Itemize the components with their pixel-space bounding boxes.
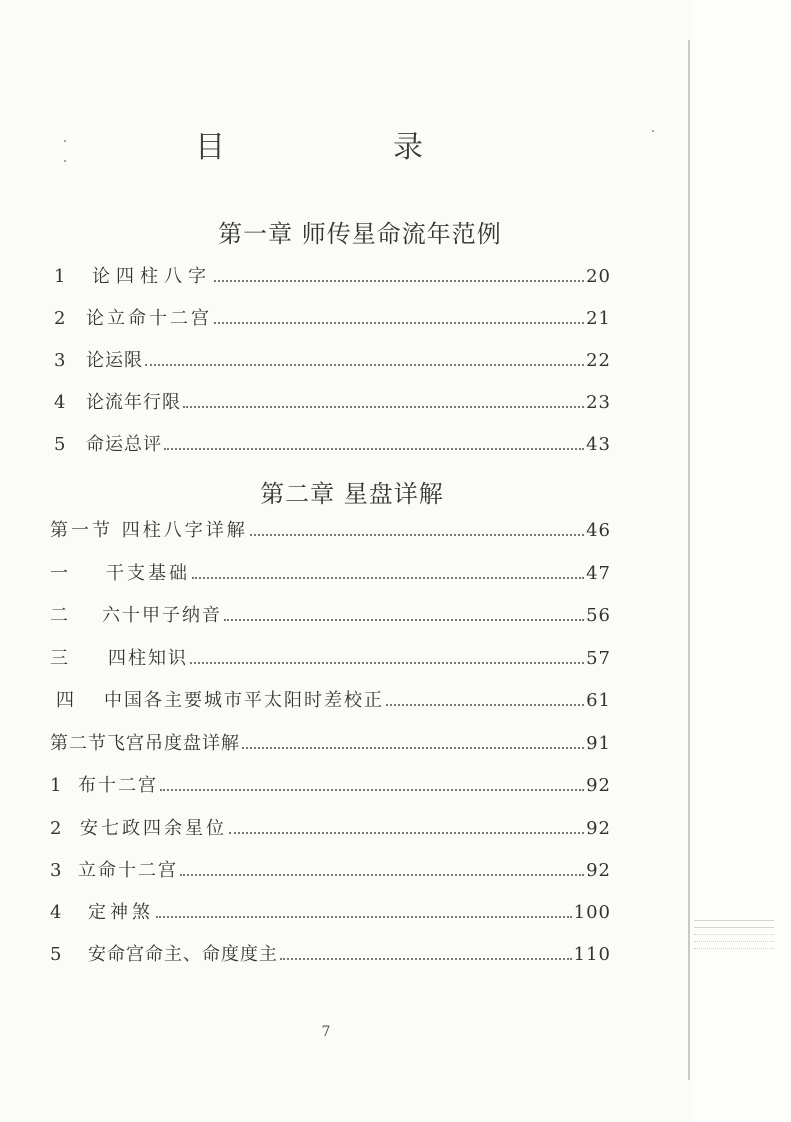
entry-label: 安命宫命主、命度度主: [88, 944, 278, 965]
entry-page: 20: [586, 266, 611, 287]
entry-number: 5: [50, 944, 62, 965]
entry-number: 2: [54, 308, 66, 329]
entry-number: 四: [56, 690, 74, 711]
dot-leader: [190, 662, 584, 664]
entry-number: 三: [50, 648, 68, 669]
toc-entry: [54, 430, 611, 456]
entry-label: 立命十二宫: [78, 860, 178, 881]
scan-speck: [64, 140, 66, 142]
entry-page: 57: [586, 648, 611, 669]
toc-entry: [50, 898, 611, 924]
entry-label: 布十二宫: [78, 775, 158, 796]
entry-number: 二: [50, 605, 68, 626]
toc-entry: [50, 601, 611, 627]
scan-speck: [64, 160, 66, 162]
dot-leader: [156, 916, 572, 918]
entry-number: 1: [54, 266, 66, 287]
dot-leader: [242, 747, 584, 749]
entry-number: 2: [50, 818, 62, 839]
entry-page: 56: [586, 605, 611, 626]
entry-label: 第一节 四柱八字详解: [50, 520, 248, 541]
toc-title-part1: 目: [195, 130, 227, 165]
entry-number: 4: [50, 902, 62, 923]
entry-page: 91: [586, 733, 611, 754]
entry-number: 4: [54, 392, 66, 413]
dot-leader: [250, 534, 584, 536]
toc-entry: [54, 304, 611, 330]
dot-leader: [180, 874, 584, 876]
entry-page: 22: [586, 350, 611, 371]
toc-entry: [50, 559, 611, 585]
entry-label: 命运总评: [86, 434, 162, 455]
dot-leader: [145, 364, 584, 366]
dot-leader: [229, 832, 584, 834]
entry-label: 定神煞: [88, 902, 154, 923]
entry-page: 47: [586, 563, 611, 584]
dot-leader: [164, 448, 584, 450]
entry-number: 一: [50, 563, 68, 584]
toc-section-entry: [50, 729, 611, 755]
toc-section-entry: [50, 516, 611, 542]
dot-leader: [280, 958, 572, 960]
entry-page: 43: [586, 434, 611, 455]
toc-entry: [56, 686, 611, 712]
dot-leader: [214, 280, 584, 282]
toc-entry: [50, 814, 611, 840]
entry-page: 110: [573, 944, 611, 965]
entry-page: 92: [586, 775, 611, 796]
entry-page: 92: [586, 860, 611, 881]
dot-leader: [192, 577, 584, 579]
entry-label: 六十甲子纳音: [102, 605, 222, 626]
scan-speck: [652, 130, 654, 132]
toc-entry: [54, 262, 611, 288]
dot-leader: [183, 406, 584, 408]
entry-label: 四柱知识: [108, 648, 188, 669]
entry-number: 3: [50, 860, 62, 881]
toc-entry: [50, 940, 611, 966]
dot-leader: [214, 322, 584, 324]
entry-page: 61: [586, 690, 611, 711]
adjacent-page-lines: [694, 920, 774, 955]
entry-label: 中国各主要城市平太阳时差校正: [104, 690, 384, 711]
dot-leader: [386, 704, 584, 706]
entry-number: 5: [54, 434, 66, 455]
entry-label: 论运限: [86, 350, 143, 371]
entry-label: 论四柱八字: [92, 266, 212, 287]
dot-leader: [160, 789, 584, 791]
toc-entry: [50, 771, 611, 797]
dot-leader: [224, 619, 584, 621]
toc-title-part2: 录: [393, 130, 425, 165]
entry-page: 23: [586, 392, 611, 413]
toc-entry: [54, 346, 611, 372]
entry-number: 1: [50, 775, 62, 796]
entry-label: 第二节飞宫吊度盘详解: [50, 733, 240, 754]
toc-entry: [54, 388, 611, 414]
entry-page: 92: [586, 818, 611, 839]
entry-label: 论立命十二宫: [86, 308, 212, 329]
page-number: 7: [321, 1024, 331, 1040]
chapter-heading: 第一章 师传星命流年范例: [218, 220, 502, 248]
toc-entry: [50, 856, 611, 882]
chapter-heading: 第二章 星盘详解: [260, 480, 444, 508]
entry-page: 21: [586, 308, 611, 329]
entry-label: 干支基础: [106, 563, 190, 584]
entry-page: 100: [573, 902, 611, 923]
toc-entry: [50, 644, 611, 670]
entry-page: 46: [586, 520, 611, 541]
entry-number: 3: [54, 350, 66, 371]
entry-label: 论流年行限: [86, 392, 181, 413]
toc-title: [195, 122, 425, 166]
entry-label: 安七政四余星位: [80, 818, 227, 839]
